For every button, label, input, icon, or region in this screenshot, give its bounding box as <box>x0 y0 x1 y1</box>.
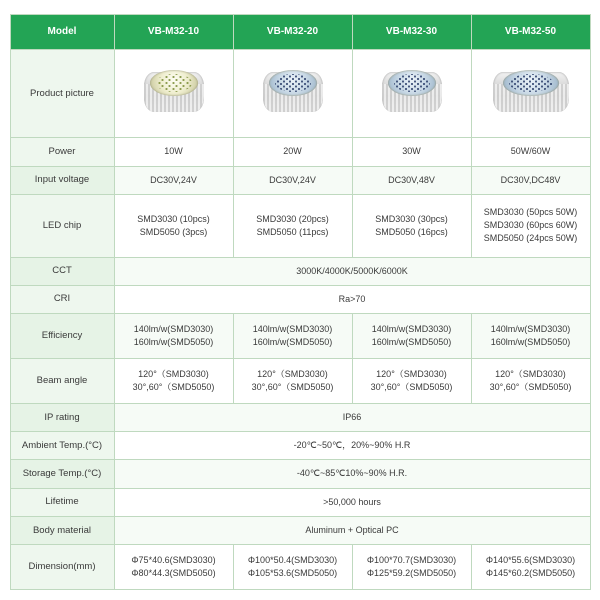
power-value-2: 20W <box>233 138 352 166</box>
row-label-power: Power <box>10 138 114 166</box>
efficiency-value-4 <box>471 313 590 358</box>
table-row-ip-rating <box>10 403 590 431</box>
beam-angle-line-2-2: 30°,60°（SMD5050) <box>251 381 334 392</box>
row-label-beam-angle: Beam angle <box>10 358 114 403</box>
header-cell-model-3: VB-M32-30 <box>352 15 471 50</box>
cri-value: Ra>70 <box>114 285 590 313</box>
row-label-ambient-temp: Ambient Temp.(°C) <box>10 432 114 460</box>
led-chip-line-2-1: SMD3030 (20pcs) <box>256 213 329 224</box>
body-material-value: Aluminum + Optical PC <box>114 516 590 544</box>
row-label-input-voltage: Input voltage <box>10 166 114 194</box>
lifetime-value: >50,000 hours <box>114 488 590 516</box>
power-value-3: 30W <box>352 138 471 166</box>
led-chip-line-1-1: SMD3030 (10pcs) <box>137 213 210 224</box>
table-row-input-voltage <box>10 166 590 194</box>
efficiency-line-3-2: 160lm/w(SMD5050) <box>371 336 452 347</box>
efficiency-line-4-1: 140lm/w(SMD3030) <box>490 323 571 334</box>
dimension-line-1-1: Φ75*40.6(SMD3030) <box>131 554 216 565</box>
dimension-value-3 <box>352 545 471 590</box>
dimension-line-4-1: Φ140*55.6(SMD3030) <box>485 554 576 565</box>
table-header-row <box>10 15 590 50</box>
led-module-image-2 <box>257 66 329 118</box>
row-label-storage-temp: Storage Temp.(°C) <box>10 460 114 488</box>
efficiency-line-1-1: 140lm/w(SMD3030) <box>133 323 214 334</box>
table-row-cct <box>10 257 590 285</box>
input-voltage-value-2: DC30V,24V <box>233 166 352 194</box>
efficiency-line-3-1: 140lm/w(SMD3030) <box>371 323 452 334</box>
input-voltage-value-3: DC30V,48V <box>352 166 471 194</box>
beam-angle-line-4-1: 120°（SMD3030) <box>495 368 566 379</box>
dimension-line-4-2: Φ145*60.2(SMD5050) <box>485 568 576 578</box>
table-row-ambient-temp <box>10 432 590 460</box>
beam-angle-value-3 <box>352 358 471 403</box>
row-label-dimension: Dimension(mm) <box>10 545 114 590</box>
row-label-body-material: Body material <box>10 516 114 544</box>
led-chip-line-4-1: SMD3030 (50pcs 50W) <box>483 207 578 218</box>
led-chip-line-2-2: SMD5050 (11pcs) <box>256 226 329 237</box>
efficiency-line-2-1: 140lm/w(SMD3030) <box>252 323 333 334</box>
beam-angle-line-2-1: 120°（SMD3030) <box>257 368 328 379</box>
table-row-dimension <box>10 545 590 590</box>
cct-value: 3000K/4000K/5000K/6000K <box>114 257 590 285</box>
efficiency-line-2-2: 160lm/w(SMD5050) <box>252 336 333 347</box>
table-row-led-chip <box>10 194 590 257</box>
power-value-4: 50W/60W <box>471 138 590 166</box>
header-cell-model: Model <box>10 15 114 50</box>
ip-rating-value: IP66 <box>114 403 590 431</box>
product-image-cell-3 <box>352 50 471 138</box>
header-cell-model-4: VB-M32-50 <box>471 15 590 50</box>
row-label-cct: CCT <box>10 257 114 285</box>
dimension-value-4 <box>471 545 590 590</box>
row-label-lifetime: Lifetime <box>10 488 114 516</box>
led-chip-value-1 <box>114 194 233 257</box>
led-chip-line-4-2: SMD3030 (60pcs 60W) <box>483 220 578 231</box>
led-chip-line-3-1: SMD3030 (30pcs) <box>375 213 448 224</box>
header-cell-model-2: VB-M32-20 <box>233 15 352 50</box>
table-row-power <box>10 138 590 166</box>
dimension-line-3-1: Φ100*70.7(SMD3030) <box>366 554 457 565</box>
row-label-ip-rating: IP rating <box>10 403 114 431</box>
led-chip-line-4-3: SMD5050 (24pcs 50W) <box>483 233 578 244</box>
beam-angle-line-3-2: 30°,60°（SMD5050) <box>370 381 453 392</box>
power-value-1: 10W <box>114 138 233 166</box>
efficiency-line-4-2: 160lm/w(SMD5050) <box>490 336 571 347</box>
dimension-line-2-1: Φ100*50.4(SMD3030) <box>247 554 338 565</box>
input-voltage-value-4: DC30V,DC48V <box>471 166 590 194</box>
dimension-value-2 <box>233 545 352 590</box>
efficiency-value-2 <box>233 313 352 358</box>
dimension-line-3-2: Φ125*59.2(SMD5050) <box>366 568 457 578</box>
row-label-led-chip: LED chip <box>10 194 114 257</box>
product-image-cell-2 <box>233 50 352 138</box>
led-chip-value-4 <box>471 194 590 257</box>
storage-temp-value: -40℃~85℃10%~90% H.R. <box>114 460 590 488</box>
beam-angle-value-4 <box>471 358 590 403</box>
led-chip-line-3-2: SMD5050 (16pcs) <box>375 226 448 237</box>
table-row-cri <box>10 285 590 313</box>
row-label-cri: CRI <box>10 285 114 313</box>
led-module-image-1 <box>138 66 210 118</box>
row-label-product-picture: Product picture <box>10 50 114 138</box>
beam-angle-line-4-2: 30°,60°（SMD5050) <box>489 381 572 392</box>
beam-angle-value-1 <box>114 358 233 403</box>
led-chip-line-1-2: SMD5050 (3pcs) <box>139 226 208 237</box>
table-row-lifetime <box>10 488 590 516</box>
beam-angle-line-1-2: 30°,60°（SMD5050) <box>132 381 215 392</box>
led-module-image-3 <box>376 66 448 118</box>
table-header <box>10 15 590 50</box>
table-row-efficiency <box>10 313 590 358</box>
dimension-line-1-2: Φ80*44.3(SMD5050) <box>131 568 216 578</box>
table-row-beam-angle <box>10 358 590 403</box>
led-chip-value-3 <box>352 194 471 257</box>
specification-table <box>10 14 591 590</box>
product-image-cell-4 <box>471 50 590 138</box>
beam-angle-line-3-1: 120°（SMD3030) <box>376 368 447 379</box>
row-label-efficiency: Efficiency <box>10 313 114 358</box>
beam-angle-line-1-1: 120°（SMD3030) <box>138 368 209 379</box>
led-chip-value-2 <box>233 194 352 257</box>
header-cell-model-1: VB-M32-10 <box>114 15 233 50</box>
beam-angle-value-2 <box>233 358 352 403</box>
dimension-value-1 <box>114 545 233 590</box>
ambient-temp-value: -20℃~50℃，20%~90% H.R <box>114 432 590 460</box>
table-row-body-material <box>10 516 590 544</box>
product-image-cell-1 <box>114 50 233 138</box>
dimension-line-2-2: Φ105*53.6(SMD5050) <box>247 568 338 578</box>
table-body <box>10 50 590 590</box>
input-voltage-value-1: DC30V,24V <box>114 166 233 194</box>
efficiency-value-1 <box>114 313 233 358</box>
table-row-product-picture <box>10 50 590 138</box>
led-module-image-4 <box>489 66 573 118</box>
efficiency-value-3 <box>352 313 471 358</box>
efficiency-line-1-2: 160lm/w(SMD5050) <box>133 336 214 347</box>
table-row-storage-temp <box>10 460 590 488</box>
